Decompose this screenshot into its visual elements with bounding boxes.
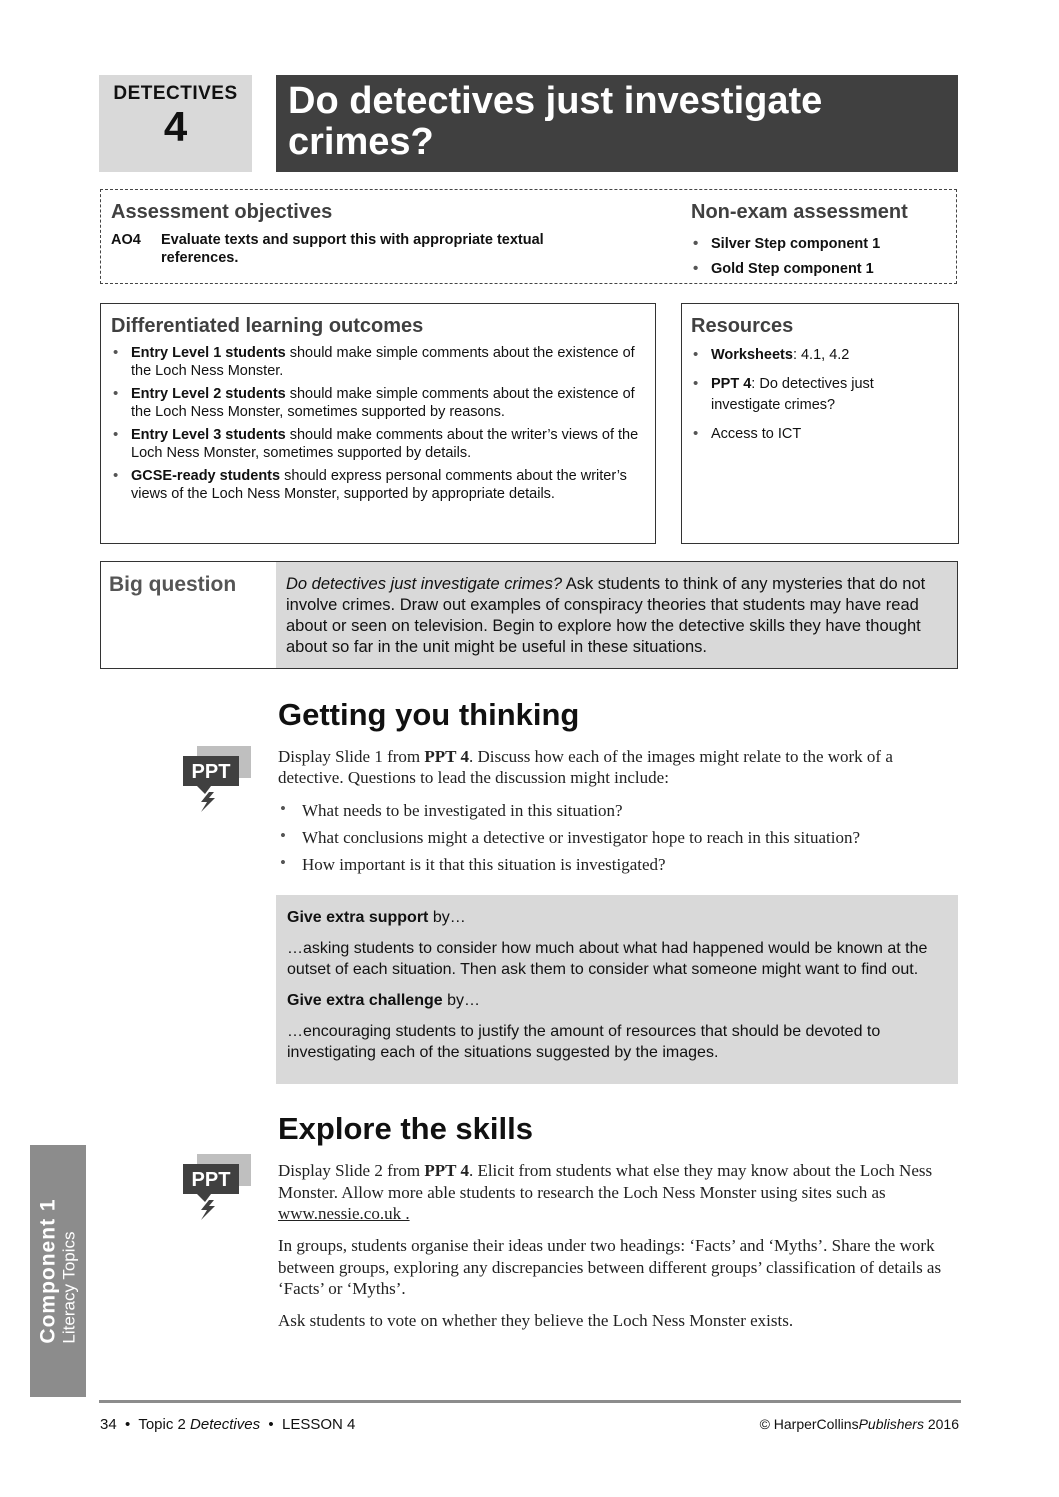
list-item: • What needs to be investigated in this situation?: [278, 800, 958, 821]
svg-text:PPT: PPT: [191, 1169, 231, 1191]
explore-paragraph-3: Ask students to vote on whether they believe the Loch Ness Monster exists.: [278, 1311, 794, 1330]
list-item: • Gold Step component 1: [691, 257, 880, 282]
big-question-label: Big question: [109, 573, 237, 596]
lesson-badge: [99, 75, 252, 172]
list-item: • Entry Level 1 students should make simple comments about the existence of the Loch Ness Monster.: [111, 345, 646, 380]
explore-heading: Explore the skills: [278, 1111, 533, 1146]
explore-paragraph-1: Display Slide 2 from PPT 4. Elicit from students what else they may know about the Loch Ness Monster. Allow more able students to research the Loch Ness Monster using sites such as www.nessie.co.uk .: [278, 1161, 933, 1223]
list-item: • What conclusions might a detective or investigator hope to reach in this situation?: [278, 827, 958, 848]
footer-copyright: © HarperCollinsPublishers 2016: [759, 1416, 959, 1432]
svg-text:PPT: PPT: [191, 761, 231, 783]
ppt-icon: [181, 744, 253, 814]
ao-code: AO4: [111, 232, 141, 248]
getting-thinking-heading: Getting you thinking: [278, 697, 580, 732]
list-item: • Silver Step component 1: [691, 232, 880, 257]
footer-divider: [99, 1400, 961, 1403]
side-tab-title: Component 1: [36, 1198, 60, 1344]
outcomes-list: [111, 345, 646, 509]
discussion-questions: [278, 800, 958, 881]
list-item: • Entry Level 3 students should make comments about the writer’s views of the Loch Ness Monster, sometimes supported by details.: [111, 427, 646, 462]
list-item: • Worksheets: 4.1, 4.2: [691, 345, 946, 366]
challenge-heading: Give extra challenge by…: [287, 992, 480, 1009]
component-side-tab: [30, 1145, 86, 1397]
support-text: …asking students to consider how much about what had happened would be known at the outset of each situation. Then ask them to consider what someone might want to find out.: [287, 940, 928, 978]
challenge-text: …encouraging students to justify the amount of resources that should be devoted to investigating each of the situations suggested by the images.: [287, 1023, 881, 1061]
footer-breadcrumb: 34 • Topic 2 Detectives • LESSON 4: [100, 1416, 356, 1433]
assessment-heading: Assessment objectives: [111, 201, 333, 223]
getting-thinking-intro: Display Slide 1 from PPT 4. Discuss how each of the images might relate to the work of a detective. Questions to lead the discussion might include:: [278, 747, 893, 787]
list-item: • How important is it that this situation is investigated?: [278, 854, 958, 875]
big-question-panel: [100, 561, 958, 669]
big-question-text: Do detectives just investigate crimes? Ask students to think of any mysteries that do not involve crimes. Draw out examples of conspiracy theories that students may have read about or seen on television. Begin to explore how the detective skills they have thought about so far in the unit might be useful in these situations.: [276, 562, 957, 668]
page-title: Do detectives just investigate crimes?: [288, 80, 823, 163]
resources-panel: [681, 303, 959, 544]
lesson-number: 4: [163, 103, 188, 150]
outcomes-panel: [100, 303, 656, 544]
page-number: 34: [100, 1416, 117, 1433]
support-panel: [276, 895, 958, 1084]
list-item: • PPT 4: Do detectives just investigate crimes?: [691, 374, 946, 416]
list-item: • Entry Level 2 students should make simple comments about the existence of the Loch Ness Monster, sometimes supported by reasons.: [111, 386, 646, 421]
side-tab-subtitle: Literacy Topics: [59, 1231, 79, 1344]
assessment-panel: [100, 189, 957, 284]
outcomes-heading: Differentiated learning outcomes: [111, 315, 424, 337]
support-heading: Give extra support by…: [287, 909, 466, 926]
unit-label: DETECTIVES: [113, 83, 238, 104]
list-item: • GCSE-ready students should express personal comments about the writer’s views of the Loch Ness Monster, supported by appropriate details.: [111, 468, 646, 503]
nea-list: [691, 232, 880, 282]
ppt-icon: [181, 1152, 253, 1222]
resources-heading: Resources: [691, 315, 794, 337]
title-bar: [276, 75, 958, 172]
list-item: • Access to ICT: [691, 424, 946, 445]
explore-paragraph-2: In groups, students organise their ideas under two headings: ‘Facts’ and ‘Myths’. Share the work between groups, exploring any discrepancies between different groups’ classification of details as ‘Facts’ or ‘Myths’.: [278, 1236, 942, 1298]
nessie-link[interactable]: www.nessie.co.uk .: [278, 1204, 410, 1223]
resources-list: [691, 345, 946, 453]
nea-heading: Non-exam assessment: [691, 201, 908, 223]
ao-text: Evaluate texts and support this with appropriate textual references.: [161, 232, 544, 266]
